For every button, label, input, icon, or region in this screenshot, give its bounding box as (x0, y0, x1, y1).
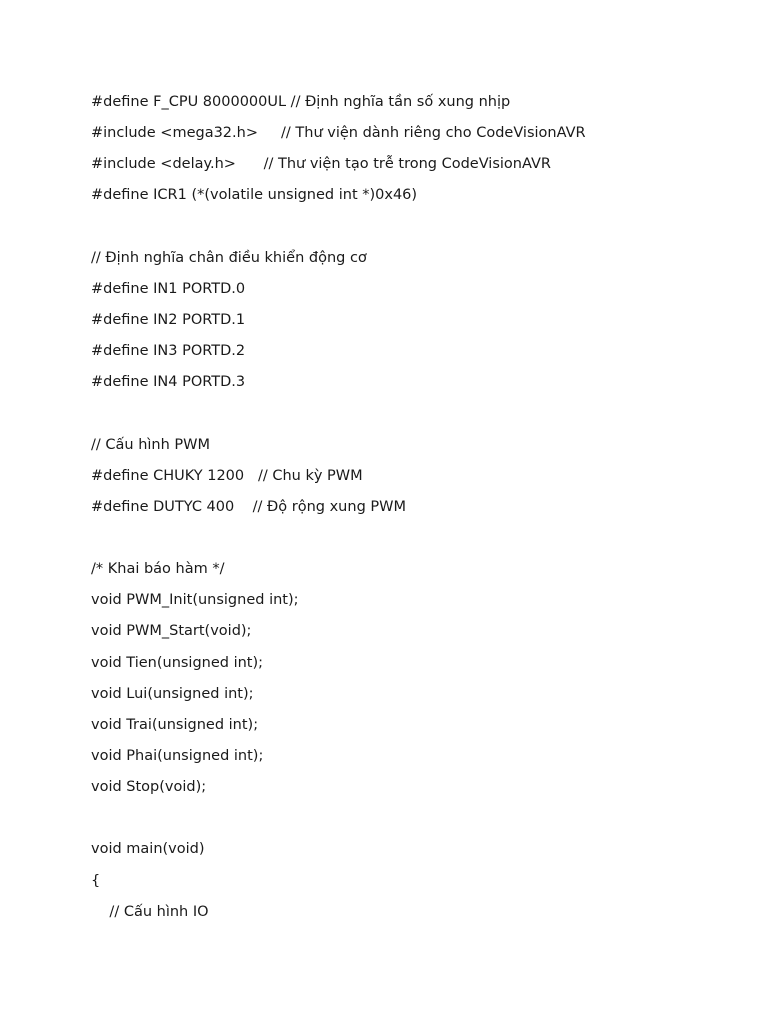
code-line: /* Khai báo hàm */ (91, 561, 225, 578)
code-line: void PWM_Start(void); (91, 623, 252, 640)
code-line: void Phai(unsigned int); (91, 747, 264, 764)
code-line: #define IN4 PORTD.3 (91, 374, 246, 391)
code-line: void Trai(unsigned int); (91, 716, 259, 733)
code-line: #include <delay.h> // Thư viện tạo trễ trong CodeVisionAVR (91, 156, 551, 173)
blank-line (91, 399, 586, 430)
code-line: #define CHUKY 1200 // Chu kỳ PWM (91, 467, 363, 484)
code-line: void PWM_Init(unsigned int); (91, 592, 299, 609)
code-line: // Định nghĩa chân điều khiển động cơ (91, 249, 367, 266)
code-line: #include <mega32.h> // Thư viện dành riêng cho CodeVisionAVR (91, 125, 586, 142)
blank-line (91, 524, 586, 555)
code-listing (91, 88, 586, 929)
blank-line (91, 804, 586, 835)
code-line: void main(void) (91, 841, 205, 858)
code-line: // Cấu hình IO (91, 903, 209, 920)
code-line: void Tien(unsigned int); (91, 654, 264, 671)
code-line: void Stop(void); (91, 779, 207, 796)
code-line: #define DUTYC 400 // Độ rộng xung PWM (91, 498, 406, 515)
code-line: #define IN3 PORTD.2 (91, 343, 246, 360)
code-line: { (91, 872, 101, 889)
code-line: #define IN2 PORTD.1 (91, 311, 246, 328)
blank-line (91, 213, 586, 244)
code-line: // Cấu hình PWM (91, 436, 210, 453)
code-line: void Lui(unsigned int); (91, 685, 254, 702)
code-line: #define F_CPU 8000000UL // Định nghĩa tần số xung nhịp (91, 94, 511, 110)
code-line: #define IN1 PORTD.0 (91, 280, 246, 297)
code-line: #define ICR1 (*(volatile unsigned int *)0x46) (91, 187, 418, 204)
